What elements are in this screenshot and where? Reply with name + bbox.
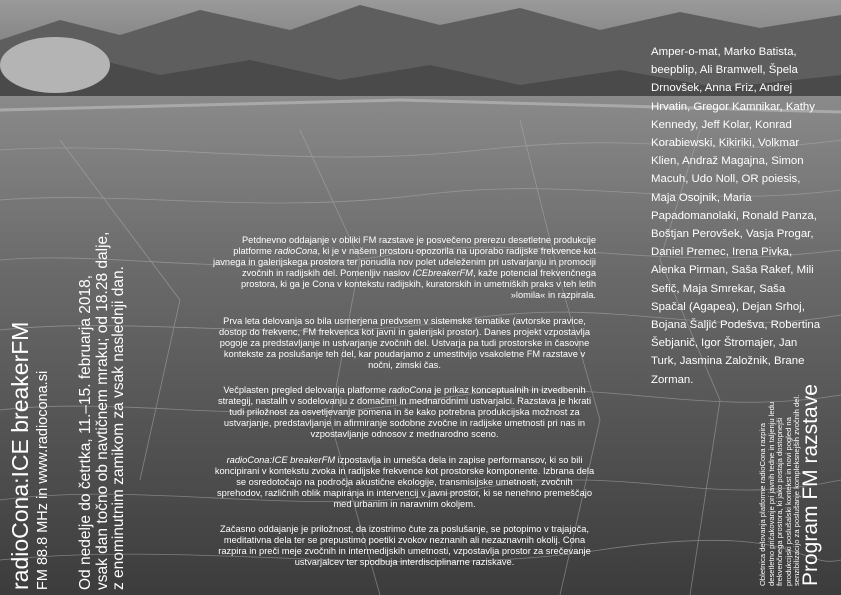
paragraph-listening: Začasno oddajanje je priložnost, da izostrimo čute za poslušanje, se potopimo v trajajoča, meditativna dela ter se prepustimo poetiki zvokov neznanih ali nezaznavnih okolij. Cona razpira in preči meje zvočnih in intermedijskih umetnosti, vzpostavlja prostor za srečevanje ustvarjalcev ter spodbuja interdisciplinarne raziskave.: [218, 523, 591, 568]
exhibition-title: radioCona:ICE breakerFM: [7, 321, 33, 590]
paragraph-works: radioCona:ICE breakerFM izpostavlja in umešča dela in zapise performansov, ki so bili koncipirani v kontekstu zvoka in radijske frekvence kot prostorske komponente. Izbrana dela se osredotočajo na področja akustične ekologije, transmisijske umetnosti, zvočnih sprehodov, različnih oblik mapiranja in intervencij v javni prostor, ki se nenehno premeščajo med urbanim in naravnim okoljem.: [214, 454, 595, 509]
side-note-line: desetletno pričakovanje pri javnih tedne in taljenju ledu: [766, 401, 776, 586]
body-text: [213, 235, 596, 582]
participants-list: Amper-o-mat, Marko Batista, beepblip, Ali Bramwell, Špela Drnovšek, Anna Friz, Andrej Hrvatin, Gregor Kamnikar, Kathy Kennedy, Jeff Kolar, Konrad Korabiewski, Kikiriki, Volkmar Klien, Andraž Magajna, Simon Macuh, Udo Noll, OR poiesis, Maja Osojnik, Maria Papadomanolaki, Ronald Panza, Boštjan Perovšek, Vasja Progar, Daniel Premec, Irena Pivka, Alenka Pirman, Saša Rakef, Mili Sefič, Maja Smrekar, Saša Spačal (Agapea), Dejan Srhoj, Bojana Šaljić Podešva, Robertina Šebjanič, Igor Štromajer, Jan Turk, Jasmina Založnik, Brane Zorman.: [651, 46, 821, 386]
paragraph-overview: Večplasten pregled delovanja platforme radioCona je prikaz konceptualnih in izvedbenih strategij, nastalih v sodelovanju z domačimi in mednarodnimi ustvarjalci. Razstava je hkrati tudi priložnost za osvetljevanje pomena in še kako potrebna produkcijska možnost za ustvarjanje, predstavljanje in afirmiranje sodobne zvočne in radijske umetnosti pri nas in vzpostavljanje odnosov z mednarodno sceno.: [217, 385, 592, 440]
side-note-line: produkcijski poslušalski kontekst in novi pogled na: [783, 417, 793, 586]
schedule-text: [78, 232, 128, 590]
side-note: [759, 395, 802, 586]
side-note-line: frekvenčnega prostora, ki jako postaja dostopnejši: [775, 417, 785, 586]
schedule-line: Od nedelje do četrtka, 11.–15. februarja 2018,: [77, 274, 94, 590]
paragraph-intro: Petdnevno oddajanje v obliki FM razstave je posvečeno prerezu desetletne produkcije platforme radioCona, ki je v našem prostoru opozorila na uporabo radijske frekvence kot javnega in galerijskega prostora ter ponudila nov polet udeleženim pri ustvarjanju in promociji zvočnih in radijskih del. Pomenljiv naslov ICEbreakerFM, kaže potencial frekvenčnega prostora, ki ga je Cona v kontekstu radijskih, kuratorskih in umetniških praks v teh letih »lomila« in razpirala.: [213, 235, 596, 301]
schedule-line: z enominutnim zamikom za vsak naslednji dan.: [110, 266, 127, 590]
side-note-line: Obletnica delovanja platforme radioCona razpira: [758, 423, 767, 586]
schedule-line: vsak dan točno ob navtičnem mraku; od 18.28 dalje,: [93, 231, 111, 590]
program-title: Program FM razstave: [799, 384, 822, 586]
frequency-line: FM 88.8 MHz in www.radiocona.si: [35, 370, 51, 590]
side-note-line: senzibilizacijo za poslušanje kompleksnejših zvočnih del.: [792, 394, 802, 586]
paragraph-early-years: Prva leta delovanja so bila usmerjena predvsem v sistemske tematike (avtorske pravice, dostop do frekvenc, FM frekvenca kot javni in galerijski prostor). Danes projekt vzpostavlja pogoje za predstavljanje in ustvarjanje zvočnih del. Ustvarja pa tudi prostorske in časovne kontekste za poslušanje teh del, kar poudarjamo z umestitvijo vsakoletne FM razstave v nočni, zimski čas.: [218, 315, 590, 370]
